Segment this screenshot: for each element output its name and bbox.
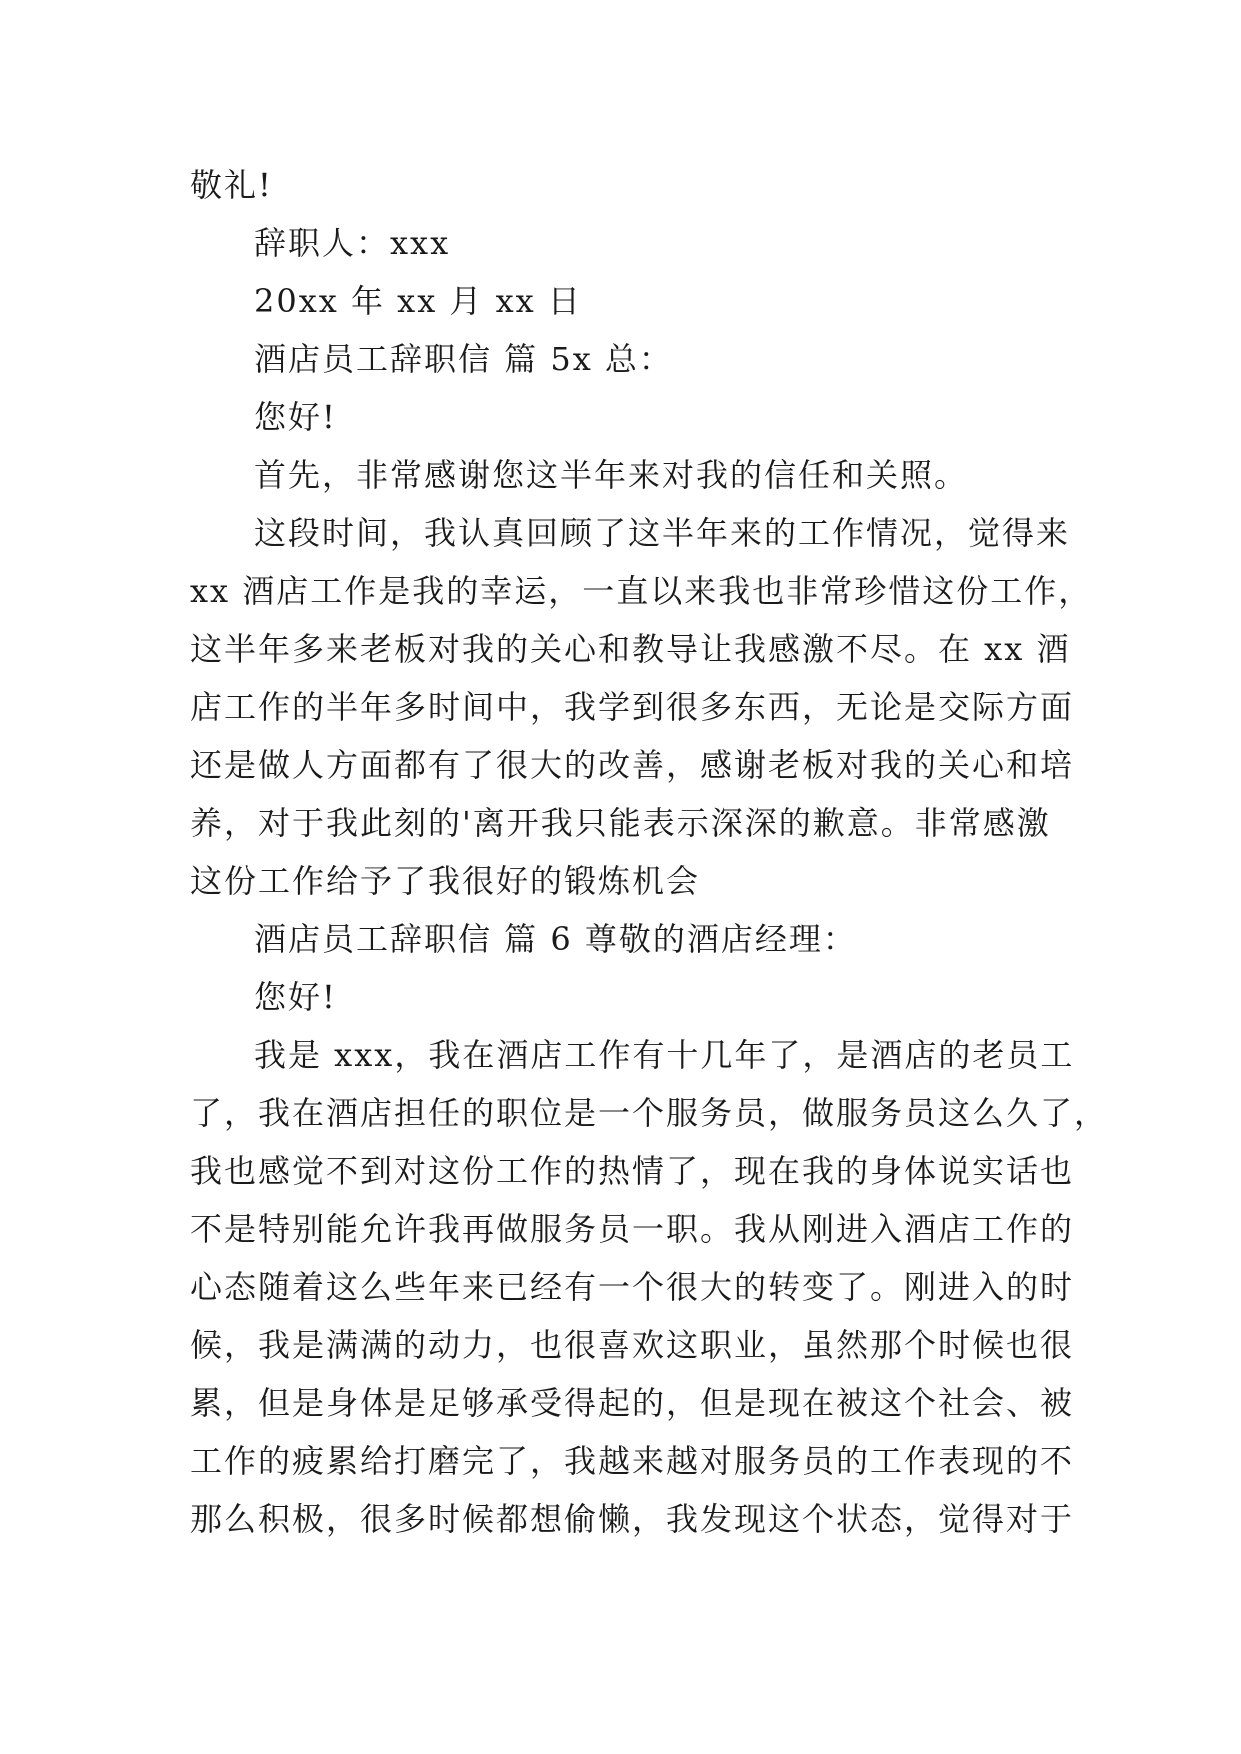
paragraph-line: 累，但是身体是足够承受得起的，但是现在被这个社会、被 (190, 1384, 1075, 1422)
date-line: 20xx 年 xx 月 xx 日 (254, 282, 582, 320)
paragraph-line: xx 酒店工作是我的幸运，一直以来我也非常珍惜这份工作， (190, 572, 1093, 610)
section-heading-6: 酒店员工辞职信 篇 6 尊敬的酒店经理： (254, 920, 857, 958)
paragraph-line: 这半年多来老板对我的关心和教导让我感激不尽。在 xx 酒 (190, 630, 1071, 668)
greeting-line: 您好! (254, 398, 337, 436)
section-heading-5: 酒店员工辞职信 篇 5x 总： (254, 340, 673, 378)
paragraph-line: 那么积极，很多时候都想偷懒，我发现这个状态，觉得对于 (190, 1500, 1075, 1538)
paragraph-line: 还是做人方面都有了很大的改善，感谢老板对我的关心和培 (190, 746, 1075, 784)
paragraph-line: 养，对于我此刻的'离开我只能表示深深的歉意。非常感激 (190, 804, 1051, 842)
paragraph-line: 我也感觉不到对这份工作的热情了，现在我的身体说实话也 (190, 1152, 1075, 1190)
paragraph-line: 了，我在酒店担任的职位是一个服务员，做服务员这么久了， (190, 1094, 1109, 1132)
greeting-line: 您好! (254, 978, 337, 1016)
paragraph-line: 我是 xxx，我在酒店工作有十几年了，是酒店的老员工 (254, 1036, 1075, 1074)
paragraph-line: 候，我是满满的动力，也很喜欢这职业，虽然那个时候也很 (190, 1326, 1075, 1364)
closing-salutation: 敬礼! (190, 166, 273, 204)
paragraph-line: 店工作的半年多时间中，我学到很多东西，无论是交际方面 (190, 688, 1075, 726)
paragraph-line: 首先，非常感谢您这半年来对我的信任和关照。 (254, 456, 969, 494)
paragraph-line: 心态随着这么些年来已经有一个很大的转变了。刚进入的时 (190, 1268, 1075, 1306)
paragraph-line: 工作的疲累给打磨完了，我越来越对服务员的工作表现的不 (190, 1442, 1075, 1480)
signature-line: 辞职人：xxx (254, 224, 451, 262)
paragraph-line: 这份工作给予了我很好的锻炼机会 (190, 862, 701, 900)
paragraph-line: 不是特别能允许我再做服务员一职。我从刚进入酒店工作的 (190, 1210, 1075, 1248)
paragraph-line: 这段时间，我认真回顾了这半年来的工作情况，觉得来 (254, 514, 1071, 552)
